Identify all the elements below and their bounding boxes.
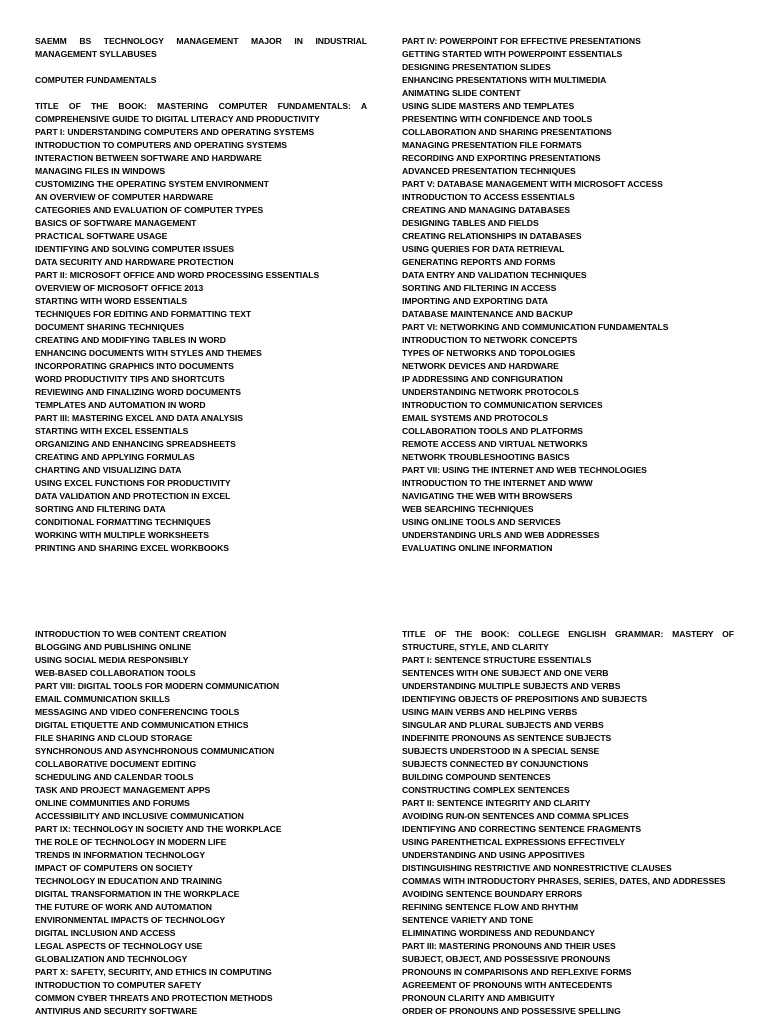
topic-line: USING QUERIES FOR DATA RETRIEVAL bbox=[402, 244, 565, 254]
topic-line: PART III: MASTERING PRONOUNS AND THEIR USES bbox=[402, 941, 616, 951]
topic-line: ORDER OF PRONOUNS AND POSSESSIVE SPELLING bbox=[402, 1006, 621, 1016]
topic-line: ANIMATING SLIDE CONTENT bbox=[402, 88, 521, 98]
book-title: TITLE OF THE BOOK: COLLEGE ENGLISH GRAMMAR: MASTERY OF STRUCTURE, STYLE, AND CLARITY bbox=[402, 629, 734, 652]
topic-line: USING EXCEL FUNCTIONS FOR PRODUCTIVITY bbox=[35, 478, 231, 488]
topic-line: INTRODUCTION TO NETWORK CONCEPTS bbox=[402, 335, 578, 345]
topic-line: THE ROLE OF TECHNOLOGY IN MODERN LIFE bbox=[35, 837, 227, 847]
topic-line: SUBJECT, OBJECT, AND POSSESSIVE PRONOUNS bbox=[402, 954, 611, 964]
topic-line: CONDITIONAL FORMATTING TECHNIQUES bbox=[35, 517, 211, 527]
topic-line: PRINTING AND SHARING EXCEL WORKBOOKS bbox=[35, 543, 229, 553]
topic-line: SORTING AND FILTERING IN ACCESS bbox=[402, 283, 557, 293]
topic-line: LEGAL ASPECTS OF TECHNOLOGY USE bbox=[35, 941, 203, 951]
topic-line: USING ONLINE TOOLS AND SERVICES bbox=[402, 517, 561, 527]
spacer bbox=[35, 61, 367, 74]
topic-line: ELIMINATING WORDINESS AND REDUNDANCY bbox=[402, 928, 595, 938]
topic-line: INTRODUCTION TO COMMUNICATION SERVICES bbox=[402, 400, 603, 410]
topic-line: TECHNOLOGY IN EDUCATION AND TRAINING bbox=[35, 876, 223, 886]
topic-line: INTRODUCTION TO COMPUTERS AND OPERATING SYSTEMS bbox=[35, 140, 287, 150]
topic-line: DESIGNING PRESENTATION SLIDES bbox=[402, 62, 551, 72]
topic-line: ENHANCING DOCUMENTS WITH STYLES AND THEMES bbox=[35, 348, 262, 358]
topic-line: DOCUMENT SHARING TECHNIQUES bbox=[35, 322, 185, 332]
topic-line: FILE SHARING AND CLOUD STORAGE bbox=[35, 733, 193, 743]
topic-line: AVOIDING SENTENCE BOUNDARY ERRORS bbox=[402, 889, 583, 899]
topic-line: THE FUTURE OF WORK AND AUTOMATION bbox=[35, 902, 212, 912]
topic-line: REVIEWING AND FINALIZING WORD DOCUMENTS bbox=[35, 387, 241, 397]
spacer bbox=[35, 87, 367, 100]
topic-line: DATABASE MAINTENANCE AND BACKUP bbox=[402, 309, 573, 319]
topic-line: PRESENTING WITH CONFIDENCE AND TOOLS bbox=[402, 114, 593, 124]
topic-line: UNDERSTANDING NETWORK PROTOCOLS bbox=[402, 387, 579, 397]
topic-line: CUSTOMIZING THE OPERATING SYSTEM ENVIRONMENT bbox=[35, 179, 269, 189]
topic-line: CREATING AND MODIFYING TABLES IN WORD bbox=[35, 335, 226, 345]
topic-line: ENVIRONMENTAL IMPACTS OF TECHNOLOGY bbox=[35, 915, 226, 925]
topic-line: SENTENCE VARIETY AND TONE bbox=[402, 915, 534, 925]
topic-line: IDENTIFYING AND SOLVING COMPUTER ISSUES bbox=[35, 244, 235, 254]
topic-line: AGREEMENT OF PRONOUNS WITH ANTECEDENTS bbox=[402, 980, 613, 990]
topic-line: NAVIGATING THE WEB WITH BROWSERS bbox=[402, 491, 573, 501]
topic-list bbox=[35, 126, 367, 555]
topic-line: ORGANIZING AND ENHANCING SPREADSHEETS bbox=[35, 439, 236, 449]
topic-line: INTERACTION BETWEEN SOFTWARE AND HARDWARE bbox=[35, 153, 262, 163]
topic-line: COLLABORATIVE DOCUMENT EDITING bbox=[35, 759, 197, 769]
topic-line: PART V: DATABASE MANAGEMENT WITH MICROSOFT ACCESS bbox=[402, 179, 663, 189]
topic-line: IMPORTING AND EXPORTING DATA bbox=[402, 296, 548, 306]
topic-line: SENTENCES WITH ONE SUBJECT AND ONE VERB bbox=[402, 668, 609, 678]
topic-line: BUILDING COMPOUND SENTENCES bbox=[402, 772, 551, 782]
column-top-right bbox=[402, 35, 734, 555]
topic-line: EMAIL COMMUNICATION SKILLS bbox=[35, 694, 170, 704]
topic-line: PART X: SAFETY, SECURITY, AND ETHICS IN COMPUTING bbox=[35, 967, 272, 977]
subject-title: COMPUTER FUNDAMENTALS bbox=[35, 75, 157, 85]
topic-line: PRONOUN CLARITY AND AMBIGUITY bbox=[402, 993, 555, 1003]
topic-line: STARTING WITH EXCEL ESSENTIALS bbox=[35, 426, 189, 436]
topic-line: WORD PRODUCTIVITY TIPS AND SHORTCUTS bbox=[35, 374, 225, 384]
topic-line: MESSAGING AND VIDEO CONFERENCING TOOLS bbox=[35, 707, 240, 717]
topic-line: DATA ENTRY AND VALIDATION TECHNIQUES bbox=[402, 270, 587, 280]
topic-line: MANAGING FILES IN WINDOWS bbox=[35, 166, 166, 176]
topic-line: SUBJECTS CONNECTED BY CONJUNCTIONS bbox=[402, 759, 589, 769]
topic-line: INCORPORATING GRAPHICS INTO DOCUMENTS bbox=[35, 361, 234, 371]
topic-line: PART IX: TECHNOLOGY IN SOCIETY AND THE WORKPLACE bbox=[35, 824, 282, 834]
topic-line: DISTINGUISHING RESTRICTIVE AND NONRESTRICTIVE CLAUSES bbox=[402, 863, 672, 873]
topic-line: GLOBALIZATION AND TECHNOLOGY bbox=[35, 954, 188, 964]
topic-line: GENERATING REPORTS AND FORMS bbox=[402, 257, 556, 267]
topic-line: AVOIDING RUN-ON SENTENCES AND COMMA SPLICES bbox=[402, 811, 629, 821]
topic-line: PART III: MASTERING EXCEL AND DATA ANALYSIS bbox=[35, 413, 243, 423]
topic-line: SCHEDULING AND CALENDAR TOOLS bbox=[35, 772, 194, 782]
topic-line: INTRODUCTION TO THE INTERNET AND WWW bbox=[402, 478, 593, 488]
topic-line: OVERVIEW OF MICROSOFT OFFICE 2013 bbox=[35, 283, 204, 293]
topic-line: NETWORK DEVICES AND HARDWARE bbox=[402, 361, 559, 371]
topic-line: SYNCHRONOUS AND ASYNCHRONOUS COMMUNICATION bbox=[35, 746, 275, 756]
topic-line: PRONOUNS IN COMPARISONS AND REFLEXIVE FORMS bbox=[402, 967, 632, 977]
topic-line: PART I: UNDERSTANDING COMPUTERS AND OPERATING SYSTEMS bbox=[35, 127, 315, 137]
topic-line: TEMPLATES AND AUTOMATION IN WORD bbox=[35, 400, 206, 410]
topic-line: CREATING AND APPLYING FORMULAS bbox=[35, 452, 195, 462]
column-top-left bbox=[35, 35, 367, 555]
topic-line: SORTING AND FILTERING DATA bbox=[35, 504, 166, 514]
topic-line: DIGITAL TRANSFORMATION IN THE WORKPLACE bbox=[35, 889, 240, 899]
document-heading: SAEMM BS TECHNOLOGY MANAGEMENT MAJOR IN INDUSTRIAL MANAGEMENT SYLLABUSES bbox=[35, 36, 367, 59]
topic-line: TRENDS IN INFORMATION TECHNOLOGY bbox=[35, 850, 206, 860]
column-bottom-right bbox=[402, 628, 734, 1018]
topic-line: ANTIVIRUS AND SECURITY SOFTWARE bbox=[35, 1006, 198, 1016]
topic-line: COLLABORATION TOOLS AND PLATFORMS bbox=[402, 426, 583, 436]
topic-line: COMMON CYBER THREATS AND PROTECTION METHODS bbox=[35, 993, 273, 1003]
topic-line: INTRODUCTION TO ACCESS ESSENTIALS bbox=[402, 192, 575, 202]
topic-line: PART I: SENTENCE STRUCTURE ESSENTIALS bbox=[402, 655, 592, 665]
topic-line: IDENTIFYING AND CORRECTING SENTENCE FRAGMENTS bbox=[402, 824, 642, 834]
topic-line: ONLINE COMMUNITIES AND FORUMS bbox=[35, 798, 190, 808]
topic-line: WORKING WITH MULTIPLE WORKSHEETS bbox=[35, 530, 209, 540]
topic-list bbox=[402, 35, 734, 555]
topic-line: DATA VALIDATION AND PROTECTION IN EXCEL bbox=[35, 491, 231, 501]
topic-list bbox=[35, 628, 367, 1018]
topic-line: ACCESSIBILITY AND INCLUSIVE COMMUNICATION bbox=[35, 811, 244, 821]
topic-line: CREATING RELATIONSHIPS IN DATABASES bbox=[402, 231, 582, 241]
topic-line: PRACTICAL SOFTWARE USAGE bbox=[35, 231, 168, 241]
topic-line: BASICS OF SOFTWARE MANAGEMENT bbox=[35, 218, 197, 228]
book-title: TITLE OF THE BOOK: MASTERING COMPUTER FUNDAMENTALS: A COMPREHENSIVE GUIDE TO DIGITAL LITERACY AND PRODUCTIVITY bbox=[35, 101, 367, 124]
topic-line: DATA SECURITY AND HARDWARE PROTECTION bbox=[35, 257, 234, 267]
topic-line: IP ADDRESSING AND CONFIGURATION bbox=[402, 374, 563, 384]
topic-line: USING PARENTHETICAL EXPRESSIONS EFFECTIVELY bbox=[402, 837, 626, 847]
topic-line: IDENTIFYING OBJECTS OF PREPOSITIONS AND SUBJECTS bbox=[402, 694, 648, 704]
topic-line: BLOGGING AND PUBLISHING ONLINE bbox=[35, 642, 192, 652]
topic-line: USING SLIDE MASTERS AND TEMPLATES bbox=[402, 101, 575, 111]
topic-line: INTRODUCTION TO WEB CONTENT CREATION bbox=[35, 629, 227, 639]
topic-line: PART II: SENTENCE INTEGRITY AND CLARITY bbox=[402, 798, 591, 808]
topic-line: UNDERSTANDING URLS AND WEB ADDRESSES bbox=[402, 530, 600, 540]
topic-line: WEB-BASED COLLABORATION TOOLS bbox=[35, 668, 196, 678]
topic-line: TYPES OF NETWORKS AND TOPOLOGIES bbox=[402, 348, 576, 358]
topic-line: SINGULAR AND PLURAL SUBJECTS AND VERBS bbox=[402, 720, 604, 730]
topic-line: TECHNIQUES FOR EDITING AND FORMATTING TEXT bbox=[35, 309, 252, 319]
topic-line: IMPACT OF COMPUTERS ON SOCIETY bbox=[35, 863, 193, 873]
topic-line: REFINING SENTENCE FLOW AND RHYTHM bbox=[402, 902, 579, 912]
topic-line: USING MAIN VERBS AND HELPING VERBS bbox=[402, 707, 578, 717]
topic-line: PART VI: NETWORKING AND COMMUNICATION FUNDAMENTALS bbox=[402, 322, 669, 332]
topic-line: REMOTE ACCESS AND VIRTUAL NETWORKS bbox=[402, 439, 588, 449]
topic-line: CHARTING AND VISUALIZING DATA bbox=[35, 465, 182, 475]
topic-line: CONSTRUCTING COMPLEX SENTENCES bbox=[402, 785, 570, 795]
topic-line: DESIGNING TABLES AND FIELDS bbox=[402, 218, 539, 228]
topic-line: GETTING STARTED WITH POWERPOINT ESSENTIALS bbox=[402, 49, 623, 59]
topic-line: ADVANCED PRESENTATION TECHNIQUES bbox=[402, 166, 576, 176]
topic-line: EMAIL SYSTEMS AND PROTOCOLS bbox=[402, 413, 549, 423]
topic-line: PART VIII: DIGITAL TOOLS FOR MODERN COMMUNICATION bbox=[35, 681, 280, 691]
topic-line: DIGITAL ETIQUETTE AND COMMUNICATION ETHICS bbox=[35, 720, 249, 730]
topic-line: PART VII: USING THE INTERNET AND WEB TECHNOLOGIES bbox=[402, 465, 647, 475]
topic-line: PART IV: POWERPOINT FOR EFFECTIVE PRESENTATIONS bbox=[402, 36, 641, 46]
topic-line: DIGITAL INCLUSION AND ACCESS bbox=[35, 928, 176, 938]
topic-line: INTRODUCTION TO COMPUTER SAFETY bbox=[35, 980, 202, 990]
topic-line: COMMAS WITH INTRODUCTORY PHRASES, SERIES, DATES, AND ADDRESSES bbox=[402, 876, 726, 886]
topic-line: ENHANCING PRESENTATIONS WITH MULTIMEDIA bbox=[402, 75, 607, 85]
topic-line: INDEFINITE PRONOUNS AS SENTENCE SUBJECTS bbox=[402, 733, 612, 743]
topic-line: MANAGING PRESENTATION FILE FORMATS bbox=[402, 140, 582, 150]
topic-line: CATEGORIES AND EVALUATION OF COMPUTER TYPES bbox=[35, 205, 264, 215]
topic-list bbox=[402, 654, 734, 1018]
topic-line: PART II: MICROSOFT OFFICE AND WORD PROCESSING ESSENTIALS bbox=[35, 270, 320, 280]
topic-line: SUBJECTS UNDERSTOOD IN A SPECIAL SENSE bbox=[402, 746, 600, 756]
column-bottom-left bbox=[35, 628, 367, 1018]
topic-line: CREATING AND MANAGING DATABASES bbox=[402, 205, 571, 215]
topic-line: UNDERSTANDING AND USING APPOSITIVES bbox=[402, 850, 585, 860]
topic-line: STARTING WITH WORD ESSENTIALS bbox=[35, 296, 188, 306]
topic-line: TASK AND PROJECT MANAGEMENT APPS bbox=[35, 785, 211, 795]
topic-line: UNDERSTANDING MULTIPLE SUBJECTS AND VERBS bbox=[402, 681, 621, 691]
topic-line: EVALUATING ONLINE INFORMATION bbox=[402, 543, 553, 553]
topic-line: AN OVERVIEW OF COMPUTER HARDWARE bbox=[35, 192, 214, 202]
topic-line: NETWORK TROUBLESHOOTING BASICS bbox=[402, 452, 570, 462]
topic-line: USING SOCIAL MEDIA RESPONSIBLY bbox=[35, 655, 189, 665]
topic-line: RECORDING AND EXPORTING PRESENTATIONS bbox=[402, 153, 601, 163]
topic-line: COLLABORATION AND SHARING PRESENTATIONS bbox=[402, 127, 612, 137]
topic-line: WEB SEARCHING TECHNIQUES bbox=[402, 504, 534, 514]
